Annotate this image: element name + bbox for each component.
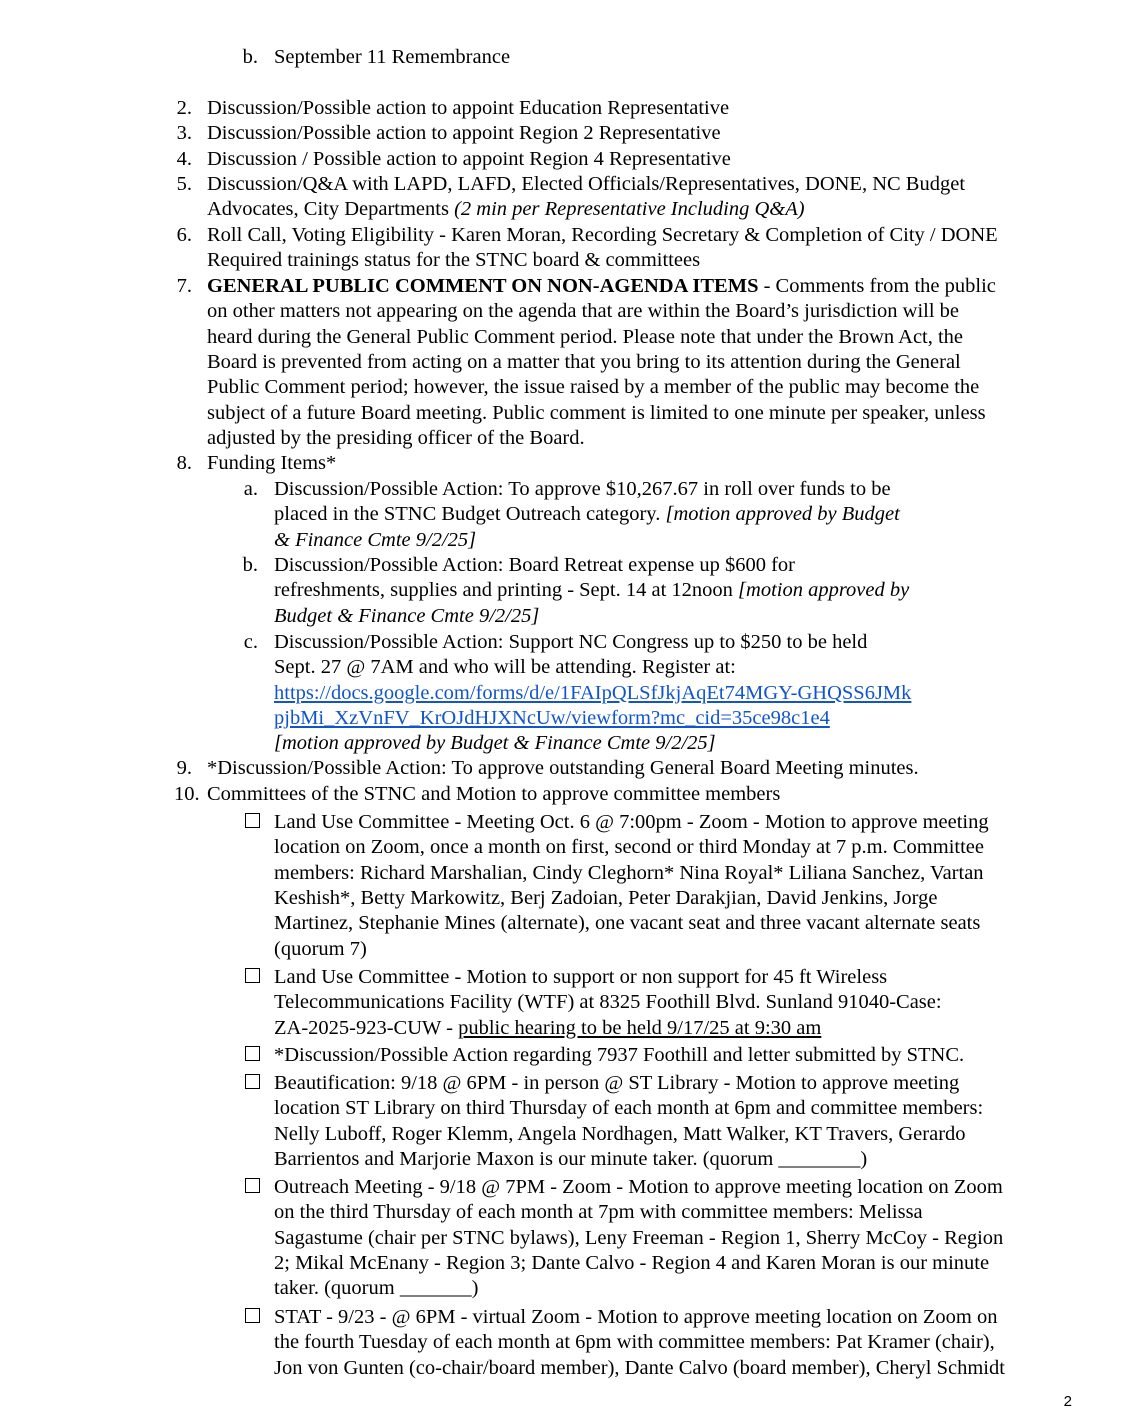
checklist-line: Outreach Meeting - 9/18 @ 7PM - Zoom - Motion to approve meeting location on Zoom: [274, 1176, 1003, 1198]
checklist-line: the fourth Tuesday of each month at 6pm with committee members: Pat Kramer (chair),: [274, 1331, 995, 1354]
item-number: 4.: [176, 148, 192, 170]
checklist-line: Jon von Gunten (co-chair/board member), Dante Calvo (board member), Cheryl Schmidt: [274, 1356, 1005, 1379]
register-link[interactable]: https://docs.google.com/forms/d/e/1FAIpQLSfJkjAqEt74MGY-GHQSS6JMk: [274, 681, 912, 704]
checklist-line: location on Zoom, once a month on first, second or third Monday at 7 p.m. Committee: [274, 836, 984, 859]
checklist-line: Sagastume (chair per STNC bylaws), Leny Freeman - Region 1, Sherry McCoy - Region: [274, 1226, 1004, 1249]
item-text: Committees of the STNC and Motion to approve committee members: [207, 783, 781, 805]
item-number: 3.: [176, 122, 192, 144]
checklist-line: 2; Mikal McEnany - Region 3; Dante Calvo - Region 4 and Karen Moran is our minute: [274, 1251, 990, 1274]
register-link-continued[interactable]: pjbMi_XzVnFV_KrOJdHJXNcUw/viewform?mc_cid=35ce98c1e4: [274, 706, 830, 729]
item-text-line: heard during the General Public Comment period. Please note that under the Brown Act, the: [207, 325, 964, 348]
item-text-line2: placed in the STNC Budget Outreach category. [motion approved by Budget: [274, 503, 900, 526]
checklist-line: Telecommunications Facility (WTF) at 8325 Foothill Blvd. Sunland 91040-Case:: [274, 991, 942, 1014]
item-text-line2: Required trainings status for the STNC board & committees: [207, 249, 701, 272]
item-text-line1: Roll Call, Voting Eligibility - Karen Moran, Recording Secretary & Completion of City / DONE: [207, 224, 998, 246]
list-letter: c.: [243, 631, 258, 653]
item-text: September 11 Remembrance: [274, 46, 511, 68]
list-letter: a.: [243, 478, 258, 500]
list-letter: b.: [242, 46, 258, 68]
checkbox[interactable]: [245, 813, 260, 828]
item-number: 2.: [176, 97, 192, 119]
item-number: 5.: [176, 173, 192, 195]
item-text: Discussion/Possible action to appoint Education Representative: [207, 97, 730, 119]
item-number: 10.: [174, 783, 200, 805]
checkbox[interactable]: [245, 968, 260, 983]
item-number: 9.: [176, 757, 192, 779]
item-number: 7.: [176, 275, 192, 297]
checkbox[interactable]: [245, 1074, 260, 1089]
checklist-line: Land Use Committee - Motion to support or non support for 45 ft Wireless: [274, 966, 888, 988]
checklist-line: Keshish*, Betty Markowitz, Berj Zadoian, Peter Darakjian, David Jenkins, Jorge: [274, 886, 938, 909]
checkbox[interactable]: [245, 1046, 260, 1061]
checkbox[interactable]: [245, 1308, 260, 1323]
item-text: Discussion/Possible action to appoint Region 2 Representative: [207, 122, 721, 144]
item-text-line2: Sept. 27 @ 7AM and who will be attending. Register at:: [274, 656, 736, 679]
item-text-line: on other matters not appearing on the agenda that are within the Board’s jurisdiction will be: [207, 300, 960, 323]
item-text-line1: GENERAL PUBLIC COMMENT ON NON-AGENDA ITEMS - Comments from the public: [207, 275, 996, 297]
item-text-line1: Discussion/Q&A with LAPD, LAFD, Elected Officials/Representatives, DONE, NC Budget: [207, 173, 966, 195]
item-text-line: Board is prevented from acting on a matter that you bring to its attention during the General: [207, 350, 961, 373]
checklist-line: (quorum 7): [274, 937, 367, 960]
page-number: 2: [1063, 1393, 1072, 1410]
checklist-line: Martinez, Stephanie Mines (alternate), one vacant seat and three vacant alternate seats: [274, 912, 981, 935]
checklist-line: Nelly Luboff, Roger Klemm, Angela Nordhagen, Matt Walker, KT Travers, Gerardo: [274, 1122, 966, 1145]
hearing-date: public hearing to be held 9/17/25 at 9:30 am: [458, 1016, 822, 1039]
item-text-line5: [motion approved by Budget & Finance Cmte 9/2/25]: [274, 732, 716, 755]
item-text: *Discussion/Possible Action: To approve outstanding General Board Meeting minutes.: [207, 757, 919, 779]
item-text-line: Public Comment period; however, the issue raised by a member of the public may become the: [207, 376, 980, 399]
checklist-line: taker. (quorum _______): [274, 1277, 479, 1300]
item-text-line1: Discussion/Possible Action: To approve $10,267.67 in roll over funds to be: [274, 478, 891, 500]
checklist-line: on the third Thursday of each month at 7pm with committee members: Melissa: [274, 1201, 923, 1224]
checkbox[interactable]: [245, 1178, 260, 1193]
checklist-line: members: Richard Marshalian, Cindy Cleghorn* Nina Royal* Liliana Sanchez, Vartan: [274, 861, 984, 884]
item-heading: GENERAL PUBLIC COMMENT ON NON-AGENDA ITEMS: [207, 275, 759, 297]
item-text-line1: Discussion/Possible Action: Support NC Congress up to $250 to be held: [274, 631, 868, 653]
list-letter: b.: [242, 554, 258, 576]
checklist-line: Barrientos and Marjorie Maxon is our minute taker. (quorum ________): [274, 1147, 868, 1170]
checklist-line: location ST Library on third Thursday of each month at 6pm and committee members:: [274, 1097, 984, 1120]
item-text-line: subject of a future Board meeting. Public comment is limited to one minute per speaker, unless: [207, 401, 986, 424]
item-text-line3: & Finance Cmte 9/2/25]: [274, 528, 477, 551]
checklist-line: *Discussion/Possible Action regarding 7937 Foothill and letter submitted by STNC.: [274, 1044, 965, 1066]
item-number: 6.: [176, 224, 192, 246]
checklist-line: STAT - 9/23 - @ 6PM - virtual Zoom - Motion to approve meeting location on Zoom on: [274, 1306, 998, 1328]
item-text: Funding Items*: [207, 452, 337, 474]
item-number: 8.: [176, 452, 192, 474]
item-text-line2: Advocates, City Departments (2 min per Representative Including Q&A): [207, 198, 805, 221]
item-text-line3: Budget & Finance Cmte 9/2/25]: [274, 604, 540, 627]
checklist-line: Beautification: 9/18 @ 6PM - in person @ ST Library - Motion to approve meeting: [274, 1072, 960, 1094]
item-text-line: adjusted by the presiding officer of the Board.: [207, 426, 585, 449]
item-text-line2: refreshments, supplies and printing - Sept. 14 at 12noon [motion approved by: [274, 579, 910, 602]
item-text-line1: Discussion/Possible Action: Board Retreat expense up $600 for: [274, 554, 795, 576]
checklist-line: Land Use Committee - Meeting Oct. 6 @ 7:00pm - Zoom - Motion to approve meeting: [274, 811, 989, 833]
item-text: Discussion / Possible action to appoint Region 4 Representative: [207, 148, 731, 170]
checklist-line: ZA-2025-923-CUW - public hearing to be held 9/17/25 at 9:30 am: [274, 1016, 822, 1039]
